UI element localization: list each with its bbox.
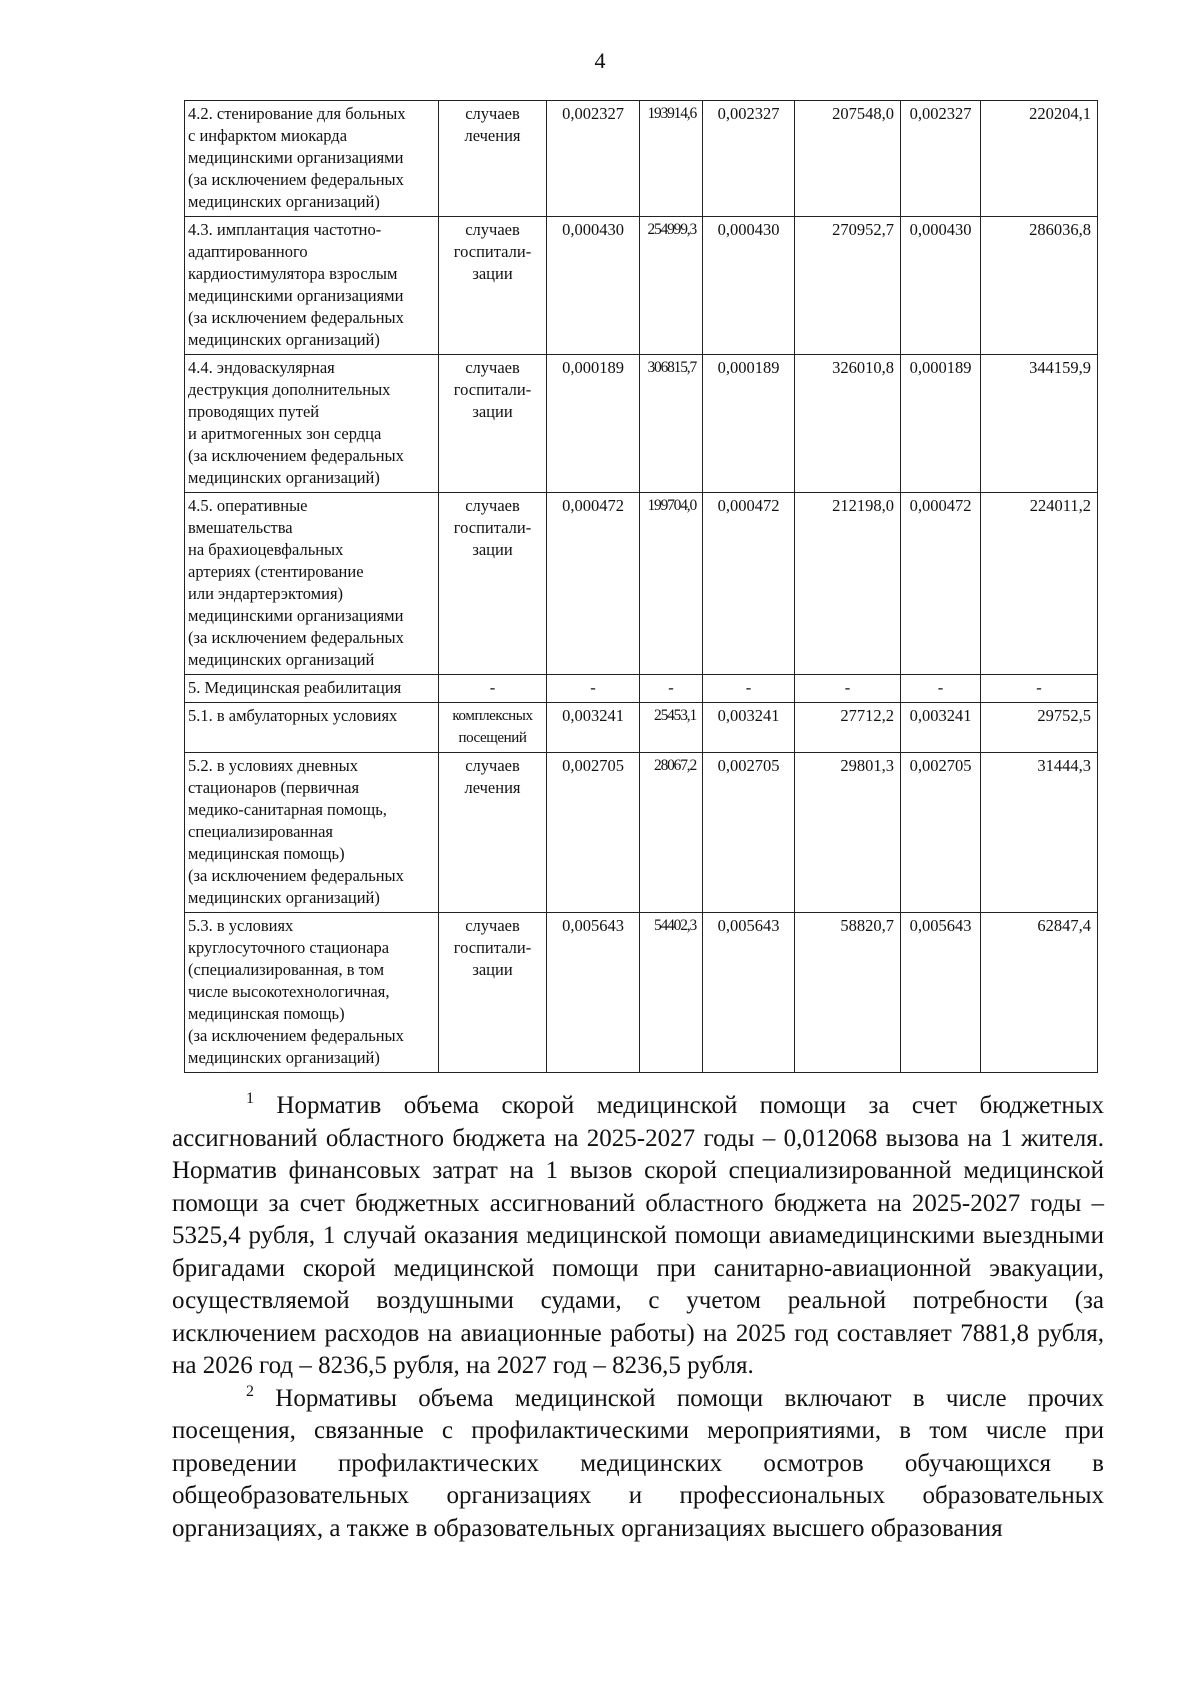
row-volume-2027: 0,002705	[901, 753, 981, 913]
row-unit: случаев лечения	[439, 101, 547, 217]
footnote-mark-1: 1	[246, 1090, 254, 1107]
row-volume-2025: 0,002705	[547, 753, 640, 913]
table-row	[185, 101, 1098, 217]
row-volume-2026: 0,000189	[703, 355, 795, 493]
row-unit: комплексных посещений	[439, 703, 547, 753]
row-cost-2025: 193914,6	[640, 101, 703, 217]
row-cost-2027: 224011,2	[981, 493, 1098, 675]
row-cost-2025: 199704,0	[640, 493, 703, 675]
row-volume-2027: 0,002327	[901, 101, 981, 217]
table-row	[185, 703, 1098, 753]
footnote-text-1: Норматив объема скорой медицинской помощи за счет бюджетных ассигнований областного бюджета на 2025-2027 годы – 0,012068 вызова на 1 жителя. Норматив финансовых затрат на 1 вызов скорой специализированной медицинской помощи за счет бюджетных ассигнований областного бюджета на 2025-2027 годы – 5325,4 рубля, 1 случай оказания медицинской помощи авиамедицинскими выездными бригадами скорой медицинской помощи при санитарно-авиационной эвакуации, осуществляемой воздушными судами, с учетом реальной потребности (за исключением расходов на авиационные работы) на 2025 год составляет 7881,8 рубля, на 2026 год – 8236,5 рубля, на 2027 год – 8236,5 рубля.	[172, 1092, 1104, 1379]
row-unit: случаев госпитали- зации	[439, 493, 547, 675]
row-cost-2025: -	[640, 675, 703, 703]
row-volume-2027: 0,003241	[901, 703, 981, 753]
row-volume-2025: 0,002327	[547, 101, 640, 217]
row-volume-2026: 0,000472	[703, 493, 795, 675]
row-cost-2026: -	[795, 675, 901, 703]
row-name: 5.3. в условиях круглосуточного стационара (специализированная, в том числе высокотехнологичная, медицинская помощь) (за исключением федеральных медицинских организаций)	[185, 913, 439, 1073]
row-volume-2026: 0,002327	[703, 101, 795, 217]
row-cost-2026: 58820,7	[795, 913, 901, 1073]
footnote-text-2: Нормативы объема медицинской помощи включают в числе прочих посещения, связанные с профилактическими мероприятиями, в том числе при проведении профилактических медицинских осмотров обучающихся в общеобразовательных организациях и профессиональных образовательных организациях, а также в образовательных организациях высшего образования	[172, 1384, 1104, 1542]
row-name: 4.3. имплантация частотно- адаптированного кардиостимулятора взрослым медицинскими организациями (за исключением федеральных медицинских организаций)	[185, 217, 439, 355]
table-row	[185, 913, 1098, 1073]
row-cost-2027: 62847,4	[981, 913, 1098, 1073]
row-unit: случаев лечения	[439, 753, 547, 913]
row-volume-2025: 0,003241	[547, 703, 640, 753]
row-volume-2027: 0,000472	[901, 493, 981, 675]
footnote-2	[172, 1383, 1104, 1546]
row-volume-2025: 0,000189	[547, 355, 640, 493]
row-cost-2027: 31444,3	[981, 753, 1098, 913]
row-cost-2025: 306815,7	[640, 355, 703, 493]
row-cost-2025: 254999,3	[640, 217, 703, 355]
row-volume-2027: 0,000430	[901, 217, 981, 355]
row-cost-2025: 25453,1	[640, 703, 703, 753]
table-body	[185, 101, 1098, 1073]
row-cost-2026: 27712,2	[795, 703, 901, 753]
row-name: 4.4. эндоваскулярная деструкция дополнительных проводящих путей и аритмогенных зон сердца (за исключением федеральных медицинских организаций)	[185, 355, 439, 493]
row-name: 4.2. стенирование для больных с инфарктом миокарда медицинскими организациями (за исключением федеральных медицинских организаций)	[185, 101, 439, 217]
row-volume-2027: 0,000189	[901, 355, 981, 493]
row-cost-2026: 270952,7	[795, 217, 901, 355]
row-unit: случаев госпитали- зации	[439, 217, 547, 355]
row-volume-2025: 0,000430	[547, 217, 640, 355]
row-unit: -	[439, 675, 547, 703]
row-volume-2026: 0,003241	[703, 703, 795, 753]
table-row	[185, 217, 1098, 355]
table-row	[185, 355, 1098, 493]
row-cost-2027: -	[981, 675, 1098, 703]
row-cost-2027: 220204,1	[981, 101, 1098, 217]
table-row	[185, 675, 1098, 703]
row-name: 5. Медицинская реабилитация	[185, 675, 439, 703]
row-cost-2025: 28067,2	[640, 753, 703, 913]
table-row	[185, 753, 1098, 913]
footnotes	[172, 1090, 1104, 1545]
row-cost-2026: 29801,3	[795, 753, 901, 913]
row-volume-2026: 0,005643	[703, 913, 795, 1073]
norms-table	[184, 100, 1098, 1073]
row-cost-2026: 326010,8	[795, 355, 901, 493]
row-volume-2026: -	[703, 675, 795, 703]
row-cost-2026: 207548,0	[795, 101, 901, 217]
row-volume-2026: 0,002705	[703, 753, 795, 913]
table-row	[185, 493, 1098, 675]
row-name: 5.1. в амбулаторных условиях	[185, 703, 439, 753]
footnote-1	[172, 1090, 1104, 1383]
row-cost-2027: 29752,5	[981, 703, 1098, 753]
row-cost-2027: 286036,8	[981, 217, 1098, 355]
row-volume-2025: 0,000472	[547, 493, 640, 675]
row-name: 5.2. в условиях дневных стационаров (первичная медико-санитарная помощь, специализированная медицинская помощь) (за исключением федеральных медицинских организаций)	[185, 753, 439, 913]
footnote-mark-2: 2	[246, 1382, 254, 1400]
row-unit: случаев госпитали- зации	[439, 355, 547, 493]
row-volume-2025: -	[547, 675, 640, 703]
row-volume-2027: 0,005643	[901, 913, 981, 1073]
row-cost-2026: 212198,0	[795, 493, 901, 675]
row-cost-2027: 344159,9	[981, 355, 1098, 493]
row-unit: случаев госпитали- зации	[439, 913, 547, 1073]
row-cost-2025: 54402,3	[640, 913, 703, 1073]
page-number: 4	[594, 48, 606, 73]
row-volume-2025: 0,005643	[547, 913, 640, 1073]
row-volume-2027: -	[901, 675, 981, 703]
row-name: 4.5. оперативные вмешательства на брахиоцевфальных артериях (стентирование или эндартерэктомия) медицинскими организациями (за исключением федеральных медицинских организаций	[185, 493, 439, 675]
row-volume-2026: 0,000430	[703, 217, 795, 355]
